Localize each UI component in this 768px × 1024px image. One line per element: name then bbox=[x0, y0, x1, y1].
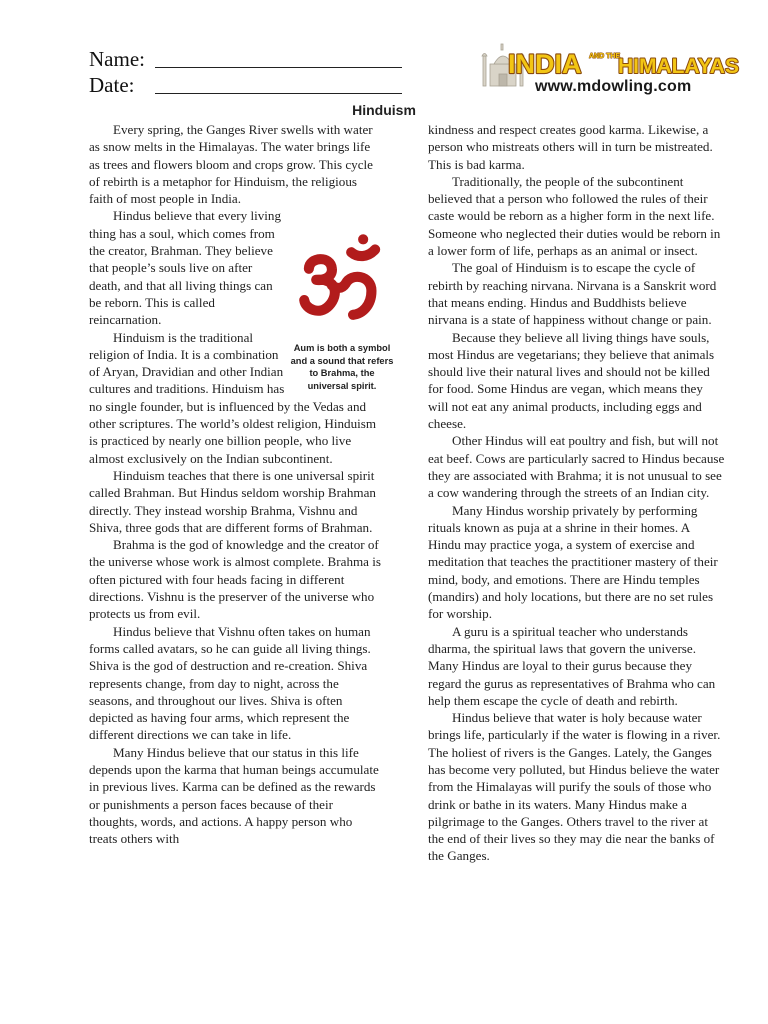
paragraph: Brahma is the god of knowledge and the creator of the universe whose work is almost complete. Brahma is often pictured with four heads facing in different directions. Vishnu is the preserver of the universe who protects us from evil. bbox=[89, 537, 382, 622]
paragraph: Hinduism teaches that there is one universal spirit called Brahman. But Hindus seldom worship Brahman directly. They instead worship Brahma, Vishnu and Shiva, three gods that are different forms of Brahman. bbox=[89, 467, 376, 535]
date-field bbox=[89, 73, 134, 98]
name-blank-line bbox=[155, 67, 402, 68]
left-column bbox=[89, 121, 394, 847]
paragraph: A guru is a spiritual teacher who understands dharma, the spiritual laws that govern the universe. Many Hindus are loyal to their gurus because they regard the gurus as representatives of Brahma who can help them escape the cycle of death and rebirth. bbox=[428, 623, 716, 708]
logo-word-india: INDIA bbox=[508, 49, 582, 79]
paragraph: Hindus believe that water is holy because water brings life, particularly if the water is flowing in a river. The holiest of rivers is the Ganges. Lately, the Ganges has become very polluted, but Hindus believe the water from the Himalayas will purify the souls of those who drink or bathe in its waters. Many Hindus make a pilgrimage to the Ganges. Others travel to the river at the end of their lives so they may die near the banks of the Ganges. bbox=[428, 710, 721, 864]
paragraph: Many Hindus worship privately by performing rituals known as puja at a shrine in their homes. A Hindu may practice yoga, a system of exercise and meditation that teaches the practitioner mastery of their mind, body, and emotions. There are Hindu temples (mandirs) and holy locations, but there are no set rules for worship. bbox=[428, 502, 718, 622]
name-field bbox=[89, 47, 145, 72]
name-label: Name: bbox=[89, 47, 145, 71]
paragraph: Other Hindus will eat poultry and fish, but will not eat beef. Cows are particularly sacred to Hindus because they are associated with Brahma; it is not unusual to see a cow wandering through the streets of an Indian city. bbox=[428, 433, 725, 501]
paragraph: Hinduism is the traditional religion of India. It is a combination of Aryan, Dravidian and other Indian cultures and traditions. Hinduism has no single founder, but is influenced by the Vedas and other scriptures. The world’s oldest religion, Hinduism is practiced by nearly one billion people, who live almost exclusively on the Indian subcontinent. bbox=[89, 329, 377, 466]
logo-url: www.mdowling.com bbox=[535, 78, 692, 95]
paragraph: Because they believe all living things have souls, most Hindus are vegetarians; they believe that animals should live their natural lives and should not be killed for food. Some Hindus are vegan, which means they will not eat any animal products, including eggs and cheese. bbox=[428, 329, 715, 432]
om-figure bbox=[290, 228, 394, 392]
paragraph: Hindus believe that every living thing has a soul, which comes from the creator, Brahman. They believe that people’s souls live on after death, and that all living things can be reborn. This is called reincarnation. bbox=[89, 208, 281, 328]
figure-caption: Aum is both a symbol and a sound that refers to Brahma, the universal spirit. bbox=[290, 343, 394, 391]
page-title: Hinduism bbox=[352, 102, 416, 118]
right-column bbox=[428, 121, 725, 865]
logo-word-and-the: AND THE bbox=[589, 53, 621, 60]
paragraph: The goal of Hinduism is to escape the cycle of rebirth by reaching nirvana. Nirvana is a Sanskrit word that means ending. Hindus and Buddhists believe nirvana is a state of happiness without change or pain. bbox=[428, 260, 717, 328]
paragraph: kindness and respect creates good karma. Likewise, a person who mistreats others will in turn be mistreated. This is bad karma. bbox=[428, 122, 713, 172]
logo-word-himalayas: HIMALAYAS bbox=[618, 55, 739, 78]
date-blank-line bbox=[155, 93, 402, 94]
om-symbol-icon bbox=[296, 228, 388, 328]
paragraph: Traditionally, the people of the subcontinent believed that a person who followed the rules of their caste would be reborn as a higher form in the next life. Someone who neglected their duties would be reborn in a lower form of life, perhaps as an animal or insect. bbox=[428, 173, 721, 259]
paragraph: Every spring, the Ganges River swells with water as snow melts in the Himalayas. The water brings life as trees and flowers bloom and crops grow. This cycle of rebirth is a metaphor for Hinduism, the religious faith of most people in India. bbox=[89, 122, 373, 207]
paragraph: Hindus believe that Vishnu often takes on human forms called avatars, so he can guide all living things. Shiva is the god of destruction and re-creation. Shiva represents change, from day to night, across the seasons, and throughout our lives. Shiva is often depicted as having four arms, which represent the different directions we can take in life. bbox=[89, 623, 371, 743]
date-label: Date: bbox=[89, 73, 135, 97]
paragraph: Many Hindus believe that our status in this life depends upon the karma that human beings accumulate in previous lives. Karma can be defined as the rewards or punishments a person faces because of their thoughts, words, and actions. A happy person who treats others with bbox=[89, 744, 379, 847]
